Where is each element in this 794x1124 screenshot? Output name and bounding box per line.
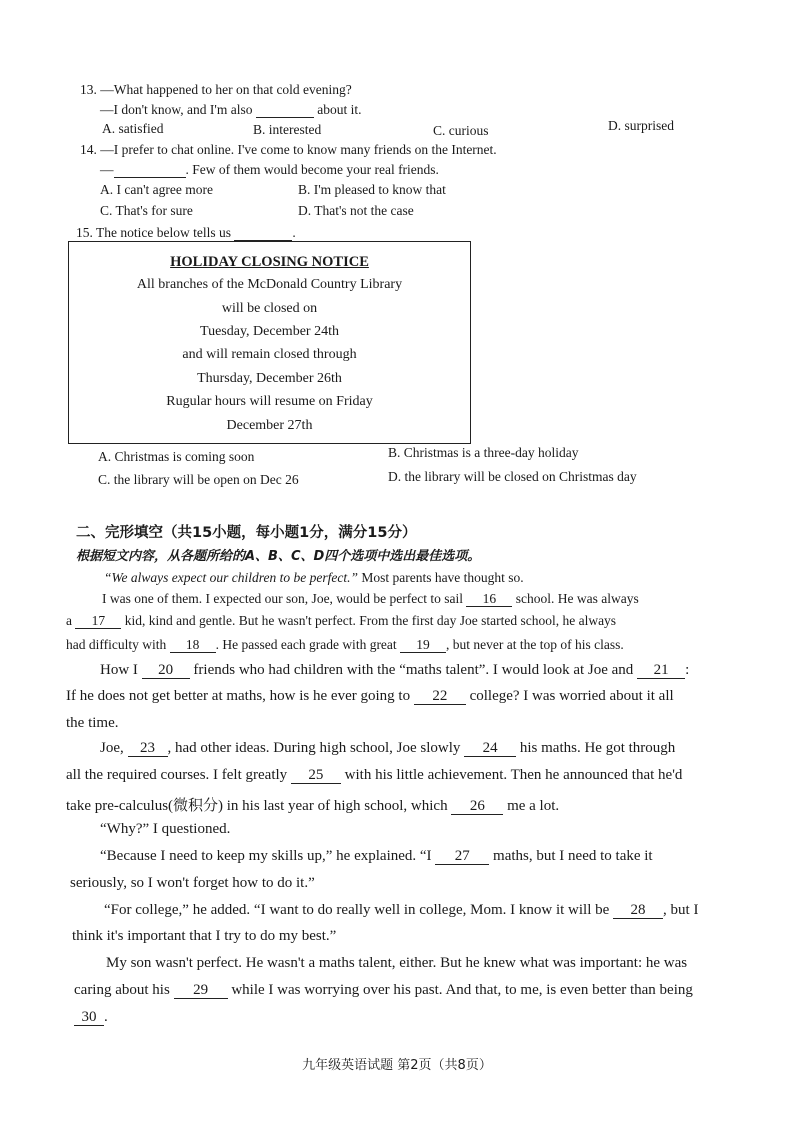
q15-blank: [234, 226, 292, 241]
passage-line-14: [104, 902, 698, 919]
passage-text: caring about his: [74, 982, 170, 998]
blank-20: 20: [142, 663, 190, 679]
q15-stem-pre: 15. The notice below tells us: [76, 225, 231, 240]
passage-text: “Because I need to keep my skills up,” he explained. “I: [100, 848, 432, 864]
q15-stem: [76, 225, 296, 241]
q13-stem: 13. —What happened to her on that cold evening?: [80, 82, 352, 97]
blank-23: 23: [128, 741, 168, 757]
passage-text: friends who had children with the “maths talent”. I would look at Joe and: [193, 662, 634, 678]
blank-22: 22: [414, 689, 466, 705]
passage-text: me a lot.: [507, 798, 560, 814]
q13-blank: [256, 103, 314, 118]
q14-option-d: D. That's not the case: [298, 203, 414, 218]
notice-title: HOLIDAY CLOSING NOTICE: [170, 254, 369, 270]
q13-line2-pre: —I don't know, and I'm also: [100, 102, 253, 117]
blank-25: 25: [291, 768, 341, 784]
blank-28: 28: [613, 903, 663, 919]
q13-option-c: C. curious: [433, 123, 489, 138]
passage-text: . He passed each grade with great: [215, 637, 397, 652]
passage-text: If he does not get better at maths, how is he ever going to: [66, 688, 411, 704]
passage-text: I was one of them. I expected our son, Joe, would be perfect to sail: [102, 591, 464, 606]
passage-text: take pre-calculus(微积分) in his last year of high school, which: [66, 798, 448, 814]
blank-30: 30: [74, 1010, 104, 1026]
notice-line: will be closed on: [221, 301, 318, 316]
passage-line-16: My son wasn't perfect. He wasn't a maths talent, either. But he knew what was important: he was: [106, 955, 688, 971]
passage-line-1: [104, 570, 524, 586]
passage-line-13: seriously, so I won't forget how to do it.”: [70, 875, 315, 891]
blank-24: 24: [464, 741, 516, 757]
q14-line2-post: . Few of them would become your real friends.: [185, 162, 439, 177]
passage-line-11: “Why?” I questioned.: [100, 821, 231, 837]
q14-option-a: A. I can't agree more: [100, 182, 213, 197]
q14-option-c: C. That's for sure: [100, 203, 193, 218]
passage-quote: “We always expect our children to be perfect.”: [104, 570, 358, 585]
passage-text: .: [104, 1009, 108, 1025]
passage-line-3: [66, 613, 616, 629]
q15-option-d: D. the library will be closed on Christmas day: [388, 469, 637, 484]
blank-17: 17: [75, 614, 121, 629]
q14-line2: [100, 162, 439, 178]
passage-line-10: [66, 794, 559, 815]
passage-line-15: think it's important that I try to do my best.”: [72, 928, 337, 944]
passage-text: , but I: [663, 902, 699, 918]
passage-text: school. He was always: [515, 591, 639, 606]
blank-26: 26: [451, 799, 503, 815]
q14-line2-pre: —: [100, 162, 114, 177]
passage-text: all the required courses. I felt greatly: [66, 767, 288, 783]
passage-text: , had other ideas. During high school, Joe slowly: [167, 740, 461, 756]
blank-27: 27: [435, 849, 489, 865]
passage-line-4: [66, 637, 624, 653]
passage-text: maths, but I need to take it: [493, 848, 653, 864]
notice-box: [68, 241, 471, 444]
notice-line: December 27th: [226, 418, 313, 433]
passage-text: with his little achievement. Then he announced that he'd: [344, 767, 683, 783]
q13-option-b: B. interested: [253, 122, 322, 137]
q15-option-c: C. the library will be open on Dec 26: [98, 472, 299, 487]
page-footer: 九年级英语试题 第2页（共8页）: [302, 1058, 492, 1073]
notice-line: Rugular hours will resume on Friday: [166, 394, 373, 409]
passage-text: How I: [100, 662, 138, 678]
passage-text: while I was worrying over his past. And that, to me, is even better than being: [231, 982, 693, 998]
q15-stem-post: .: [292, 225, 296, 240]
passage-line-5: [100, 662, 689, 679]
passage-text: , but never at the top of his class.: [446, 637, 624, 652]
passage-text: his maths. He got through: [519, 740, 676, 756]
q14-option-b: B. I'm pleased to know that: [298, 182, 446, 197]
passage-text: “For college,” he added. “I want to do really well in college, Mom. I know it will be: [104, 902, 610, 918]
q14-stem: 14. —I prefer to chat online. I've come to know many friends on the Internet.: [80, 142, 497, 157]
q13-option-a: A. satisfied: [102, 121, 164, 136]
blank-21: 21: [637, 663, 685, 679]
passage-line-18: [74, 1009, 108, 1026]
passage-line-12: [100, 848, 653, 865]
passage-line-17: [74, 982, 693, 999]
passage-line-7: the time.: [66, 715, 119, 731]
q14-blank: [114, 163, 186, 178]
notice-line: Tuesday, December 24th: [200, 324, 339, 339]
q15-option-b: B. Christmas is a three-day holiday: [388, 445, 579, 460]
blank-16: 16: [466, 592, 512, 607]
passage-text: a: [66, 613, 72, 628]
passage-line-9: [66, 767, 682, 784]
passage-line-8: [100, 740, 675, 757]
q15-option-a: A. Christmas is coming soon: [98, 449, 255, 464]
q13-option-d: D. surprised: [608, 118, 674, 133]
passage-line-2: [102, 591, 639, 607]
q13-line2-post: about it.: [317, 102, 362, 117]
notice-line: All branches of the McDonald Country Library: [136, 277, 403, 292]
q13-line2: [100, 102, 361, 118]
section-instruction: 根据短文内容，从各题所给的A、B、C、D四个选项中选出最佳选项。: [76, 549, 481, 564]
blank-19: 19: [400, 638, 446, 653]
passage-text: college? I was worried about it all: [469, 688, 674, 704]
blank-18: 18: [170, 638, 216, 653]
passage-text: :: [685, 662, 690, 678]
blank-29: 29: [174, 983, 228, 999]
passage-line-6: [66, 688, 674, 705]
notice-line: and will remain closed through: [182, 347, 357, 362]
passage-text: kid, kind and gentle. But he wasn't perfect. From the first day Joe started school, he always: [124, 613, 617, 628]
passage-line-1-rest: Most parents have thought so.: [357, 570, 524, 585]
section-heading: 二、完形填空（共15小题，每小题1分，满分15分）: [76, 525, 417, 541]
passage-text: Joe,: [100, 740, 124, 756]
passage-text: had difficulty with: [66, 637, 167, 652]
notice-line: Thursday, December 26th: [197, 371, 342, 386]
